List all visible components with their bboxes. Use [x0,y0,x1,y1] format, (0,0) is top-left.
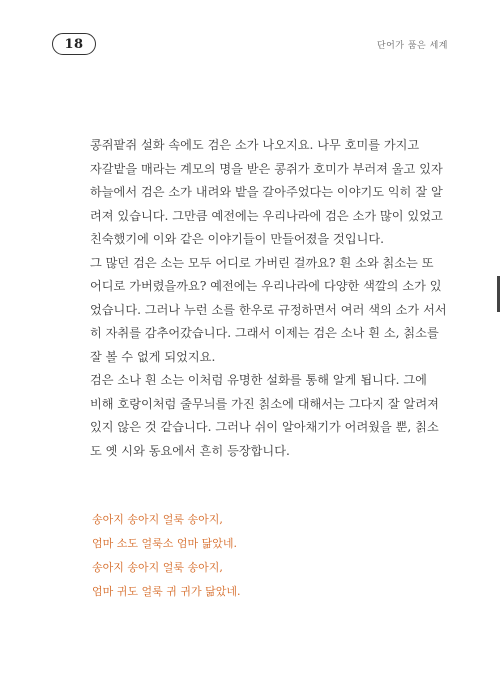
poem-line: 엄마 귀도 얼룩 귀 귀가 닮았네. [92,585,241,598]
body-text [78,134,458,463]
poem-line: 송아지 송아지 얼룩 송아지, [92,513,223,526]
paragraph-2 [78,252,458,370]
text-line: 그 많던 검은 소는 모두 어디로 가버린 걸까요? 흰 소와 칡소는 또 [90,255,434,270]
text-line: 비해 호랑이처럼 줄무늬를 가진 칡소에 대해서는 그다지 잘 알려져 [90,396,439,411]
text-line: 콩쥐팥쥐 설화 속에도 검은 소가 나오지요. 나무 호미를 가지고 [90,138,420,152]
poem-block [92,508,241,604]
page-number-badge [52,33,96,55]
text-line: 검은 소나 흰 소는 이처럼 유명한 설화를 통해 알게 됩니다. 그에 [90,373,427,387]
page-number: 18 [64,36,84,52]
paragraph-3 [78,369,458,463]
text-line: 려져 있습니다. 그만큼 예전에는 우리나라에 검은 소가 많이 있었고 [90,208,443,223]
text-line: 하늘에서 검은 소가 내려와 밭을 갈아주었다는 이야기도 익히 잘 알 [90,185,443,199]
text-line: 잘 볼 수 없게 되었지요. [90,349,216,364]
text-line: 있지 않은 것 같습니다. 그러나 쉬이 알아채기가 어려웠을 뿐, 칡소 [90,420,439,434]
poem-line: 엄마 소도 얼룩소 엄마 닮았네. [92,537,237,550]
text-line: 히 자취를 감추어갔습니다. 그래서 이제는 검은 소나 흰 소, 칡소를 [90,326,439,340]
text-line: 도 옛 시와 동요에서 흔히 등장합니다. [90,443,290,458]
poem-line: 송아지 송아지 얼룩 송아지, [92,561,223,574]
text-line: 었습니다. 그러나 누런 소를 한우로 규정하면서 여러 색의 소가 서서 [90,302,447,317]
paragraph-1 [78,134,458,252]
running-header-title: 단어가 품은 세계 [376,41,448,51]
text-line: 친숙했기에 이와 같은 이야기들이 만들어졌을 것입니다. [90,232,385,246]
text-line: 자갈밭을 매라는 계모의 명을 받은 콩쥐가 호미가 부러져 울고 있자 [90,161,443,176]
text-line: 어디로 가버렸을까요? 예전에는 우리나라에 다양한 색깔의 소가 있 [90,279,442,293]
